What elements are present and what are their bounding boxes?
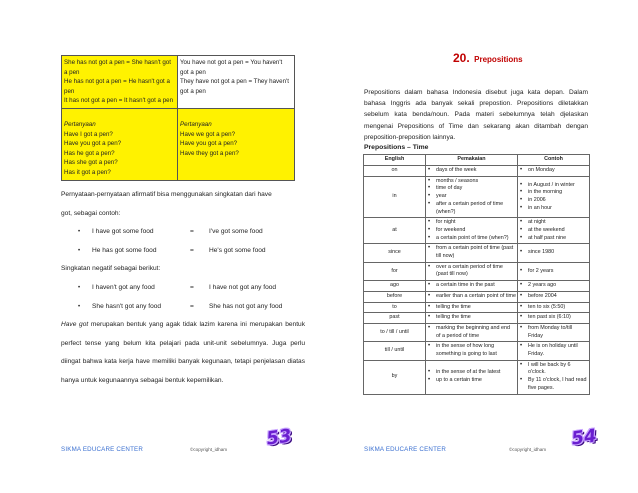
page-title (453, 48, 523, 68)
example-row: • He has got some food = He's got some food (61, 242, 305, 261)
list-item: • days of the week (427, 167, 516, 175)
usage-cell (426, 313, 518, 324)
table-line: He has not got a pen = He hasn't got a pen (64, 78, 170, 95)
footer-brand: SIKMA EDUCARE CENTER (364, 446, 447, 453)
english-cell: on (364, 166, 426, 177)
footer-copyright: ©copyright_idham (509, 447, 547, 452)
table-row (364, 244, 590, 262)
example-equals: = (190, 283, 194, 291)
example-cell (518, 291, 590, 302)
example-equals: = (190, 228, 194, 236)
example-cell (518, 166, 590, 177)
prepositions-time-table (363, 154, 590, 395)
english-cell: since (364, 244, 426, 262)
table-row (364, 323, 590, 341)
table-row (62, 108, 295, 180)
example-equals: = (190, 246, 194, 254)
intro-paragraph: Prepositions dalam bahasa Indonesia disebut juga kata depan. Dalam bahasa Inggris ada banyak sekali prepostion. Prepositions diletakkan sebelum kata benda/noun. Pada materi sebelumnya telah djelaskan mengenai Prepositions of Time dan sekarang akan ditambah dengan preposition-preposition lainnya. (364, 89, 588, 141)
list-item: • at night (519, 219, 588, 227)
table-header-row (364, 155, 590, 166)
question-line: Have they got a pen? (180, 149, 239, 157)
list-item: • at the weekend (519, 227, 588, 235)
list-item: • a certain point of time (when?) (427, 235, 516, 243)
example-cell (518, 262, 590, 280)
page-number-badge: 54 (570, 424, 598, 450)
left-page-body (61, 186, 305, 391)
table-line: It has not got a pen = It hasn't got a pen (64, 97, 174, 105)
table-row (364, 291, 590, 302)
example-full: I haven't got any food (92, 283, 155, 291)
list-item: • marking the beginning and end of a period of time (427, 325, 516, 340)
list-item: • 2 years ago (519, 282, 588, 290)
list-item: • in August / in winter (519, 182, 588, 190)
usage-cell (426, 342, 518, 360)
footer-copyright: ©copyright_idham (190, 447, 228, 452)
page-number-badge: 53 (265, 424, 293, 450)
table-row (62, 56, 295, 109)
example-row: • I haven't got any food = I have not got any food (61, 279, 305, 298)
list-item: • from Monday to/till Friday (519, 325, 588, 340)
table-cell (62, 56, 178, 109)
table-cell (178, 108, 295, 180)
question-heading: Pertanyaan (64, 120, 96, 128)
question-line: Has she got a pen? (64, 159, 118, 167)
usage-cell (426, 323, 518, 341)
example-cell (518, 218, 590, 244)
example-full: I have got some food (92, 228, 154, 236)
english-cell: before (364, 291, 426, 302)
list-item: • for night (427, 219, 516, 227)
pronoun-have-got-table (61, 55, 295, 181)
example-cell (518, 360, 590, 394)
english-cell: for (364, 262, 426, 280)
table-row (364, 218, 590, 244)
list-item: • in an hour (519, 205, 588, 213)
example-short: I have not got any food (209, 283, 277, 291)
question-line: Have you got a pen? (180, 140, 238, 148)
table-line: They have not got a pen = They haven't got a pen (180, 78, 289, 95)
example-cell (518, 176, 590, 218)
example-cell (518, 342, 590, 360)
english-cell: to / till / until (364, 323, 426, 341)
question-line: Have you got a pen? (64, 140, 122, 148)
example-cell (518, 313, 590, 324)
list-item: • ten to six (5:50) (519, 304, 588, 312)
column-header-pemakaian: Pemakaian (426, 155, 518, 166)
example-short: I've got some food (209, 228, 263, 236)
question-line: Has he got a pen? (64, 149, 115, 157)
body-text: got, sebagai contoh: (61, 209, 121, 217)
table-row (364, 176, 590, 218)
english-cell: to (364, 302, 426, 313)
list-item: • I will be back by 6 o'clock. (519, 362, 588, 377)
example-cell (518, 302, 590, 313)
english-cell: past (364, 313, 426, 324)
english-cell: in (364, 176, 426, 218)
example-short: She has not got any food (209, 302, 283, 310)
table-cell (62, 108, 178, 180)
question-line: Have I got a pen? (64, 130, 113, 138)
body-text: Singkatan negatif sebagai berikut: (61, 265, 161, 273)
list-item: • in the sense of how long something is going to last (427, 343, 516, 358)
question-heading: Pertanyaan (180, 120, 212, 128)
title-number: 20. (453, 51, 470, 65)
usage-cell (426, 166, 518, 177)
list-item: • year (427, 193, 516, 201)
table-line: She has not got a pen = She hasn't got a pen (64, 59, 171, 76)
list-item: • after a certain period of time (when?) (427, 201, 516, 216)
usage-cell (426, 281, 518, 292)
column-header-contoh: Contoh (518, 155, 590, 166)
usage-cell (426, 218, 518, 244)
list-item: • a certain time in the past (427, 282, 516, 290)
english-cell: by (364, 360, 426, 394)
list-item: • up to a certain time (427, 377, 516, 385)
section-subheading: Prepositions – Time (364, 144, 429, 151)
table-row (364, 262, 590, 280)
table-line: You have not got a pen = You haven't got a pen (180, 59, 283, 76)
list-item: • since 1980 (519, 249, 588, 257)
list-item: • He is on holiday until Friday. (519, 343, 588, 358)
list-item: • from a certain point of time (past till now) (427, 245, 516, 260)
english-cell: ago (364, 281, 426, 292)
usage-cell (426, 291, 518, 302)
list-item: • telling the time (427, 304, 516, 312)
list-item: • months / seasons (427, 178, 516, 186)
title-text: Prepositions (474, 55, 523, 64)
usage-cell (426, 176, 518, 218)
table-row (364, 313, 590, 324)
example-short: He's got some food (209, 246, 266, 254)
usage-cell (426, 262, 518, 280)
usage-cell (426, 360, 518, 394)
example-cell (518, 244, 590, 262)
example-cell (518, 323, 590, 341)
usage-cell (426, 244, 518, 262)
list-item: • over a certain period of time (past till now) (427, 264, 516, 279)
table-row (364, 342, 590, 360)
question-line: Have we got a pen? (180, 130, 236, 138)
body-paragraph: Have got merupakan bentuk yang agak tidak lazim karena ini merupakan bentuk perfect tense yang belum kita pelajari pada unit-unit sebelumnya. Juga perlu diingat bahwa kata kerja have memiliki banyak kegunaan, tetapi penjelasan diatas hanya untuk kegunaannya sebagai bentuk kepemilikan. (61, 321, 305, 384)
table-row (364, 302, 590, 313)
list-item: • time of day (427, 185, 516, 193)
list-item: • for 2 years (519, 268, 588, 276)
example-cell (518, 281, 590, 292)
example-row: • She hasn't got any food = She has not got any food (61, 298, 305, 317)
list-item: • in 2006 (519, 197, 588, 205)
usage-cell (426, 302, 518, 313)
question-line: Has it got a pen? (64, 168, 111, 176)
footer-brand: SIKMA EDUCARE CENTER (61, 446, 144, 453)
english-cell: at (364, 218, 426, 244)
list-item: • at half past nine (519, 235, 588, 243)
list-item: • telling the time (427, 314, 516, 322)
list-item: • before 2004 (519, 293, 588, 301)
table-row (364, 166, 590, 177)
table-row (364, 360, 590, 394)
table-row (364, 281, 590, 292)
list-item: • By 11 o'clock, I had read five pages. (519, 377, 588, 392)
column-header-english: English (364, 155, 426, 166)
body-text: Pernyataan-pernyataan afirmatif bisa menggunakan singkatan dari have (61, 191, 272, 198)
list-item: • for weekend (427, 227, 516, 235)
example-full: She hasn't got any food (92, 302, 162, 310)
list-item: • ten past six (6:10) (519, 314, 588, 322)
list-item: • on Monday (519, 167, 588, 175)
example-equals: = (190, 302, 194, 310)
list-item: • in the sense of at the latest (427, 369, 516, 377)
english-cell: till / until (364, 342, 426, 360)
example-row: • I have got some food = I've got some food (61, 223, 305, 242)
list-item: • earlier than a certain point of time (427, 293, 516, 301)
example-full: He has got some food (92, 246, 157, 254)
table-cell (178, 56, 295, 109)
list-item: • in the morning (519, 189, 588, 197)
